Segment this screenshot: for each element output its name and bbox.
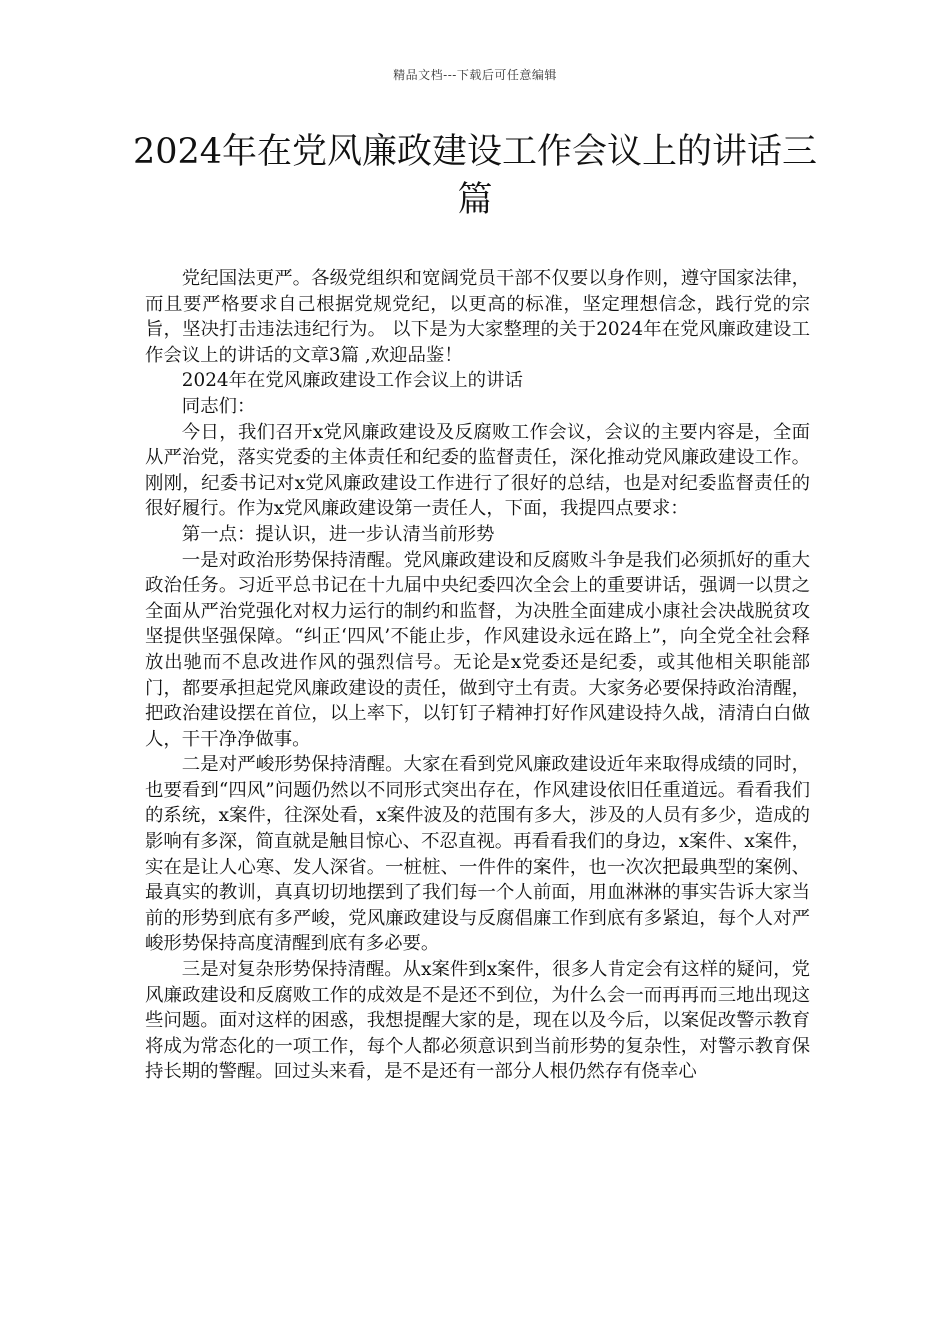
body-paragraph: 三是对复杂形势保持清醒。从x案件到x案件，很多人肯定会有这样的疑问，党风廉政建设和反腐败工作的成效是不是还不到位，为什么会一而再再而三地出现这些问题。面对这样的困惑，我想提醒大家的是，现在以及今后，以案促改警示教育将成为常态化的一项工作，每个人都必须意识到当前形势的复杂性，对警示教育保持长期的警醒。回过头来看，是不是还有一部分人根仍然存有侥幸心 — [145, 959, 810, 1083]
body-paragraph: 一是对政治形势保持清醒。党风廉政建设和反腐败斗争是我们必须抓好的重大政治任务。习近平总书记在十九届中央纪委四次全会上的重要讲话，强调一以贯之全面从严治党强化对权力运行的制约和监督，为决胜全面建成小康社会决战脱贫攻坚提供坚强保障。“纠正‘四风’不能止步，作风建设永远在路上”，向全党全社会释放出驰而不息改进作风的强烈信号。无论是x党委还是纪委，或其他相关职能部门，都要承担起党风廉政建设的责任，做到守土有责。大家务必要保持政治清醒，把政治建设摆在首位，以上率下，以钉钉子精神打好作风建设持久战，清清白白做人，干干净净做事。 — [145, 549, 810, 750]
document-body — [145, 266, 810, 1085]
section-heading: 第一点：提认识，进一步认清当前形势 — [181, 523, 495, 545]
page-header: 精品文档---下载后可任意编辑 — [393, 68, 557, 82]
body-paragraph: 今日，我们召开x党风廉政建设及反腐败工作会议，会议的主要内容是，全面从严治党，落实党委的主体责任和纪委的监督责任，深化推动党风廉政建设工作。刚刚，纪委书记对x党风廉政建设工作进行了很好的总结，也是对纪委监督责任的很好履行。作为x党风廉政建设第一责任人，下面，我提四点要求： — [145, 421, 810, 520]
speech-title-line: 2024年在党风廉政建设工作会议上的讲话 — [181, 370, 523, 392]
salutation: 同志们： — [181, 395, 256, 417]
intro-paragraph: 党纪国法更严。各级党组织和宽阔党员干部不仅要以身作则，遵守国家法律，而且要严格要求自己根据党规党纪，以更高的标准，坚定理想信念，践行党的宗旨，坚决打击违法违纪行为。 以下是为大家整理的关于2024年在党风廉政建设工作会议上的讲话的文章3篇 ,欢迎品鉴！ — [145, 268, 810, 366]
body-paragraph: 二是对严峻形势保持清醒。大家在看到党风廉政建设近年来取得成绩的同时，也要看到“四风”问题仍然以不同形式突出存在，作风建设依旧任重道远。看看我们的系统，x案件，往深处看，x案件波及的范围有多大，涉及的人员有多少，造成的影响有多深，简直就是触目惊心、不忍直视。再看看我们的身边，x案件、x案件，实在是让人心寒、发人深省。一桩桩、一件件的案件，也一次次把最典型的案例、最真实的教训，真真切切地摆到了我们每一个人前面，用血淋淋的事实告诉大家当前的形势到底有多严峻，党风廉政建设与反腐倡廉工作到底有多紧迫，每个人对严峻形势保持高度清醒到底有多必要。 — [145, 754, 810, 955]
document-title: 2024年在党风廉政建设工作会议上的讲话三篇 — [132, 132, 818, 220]
